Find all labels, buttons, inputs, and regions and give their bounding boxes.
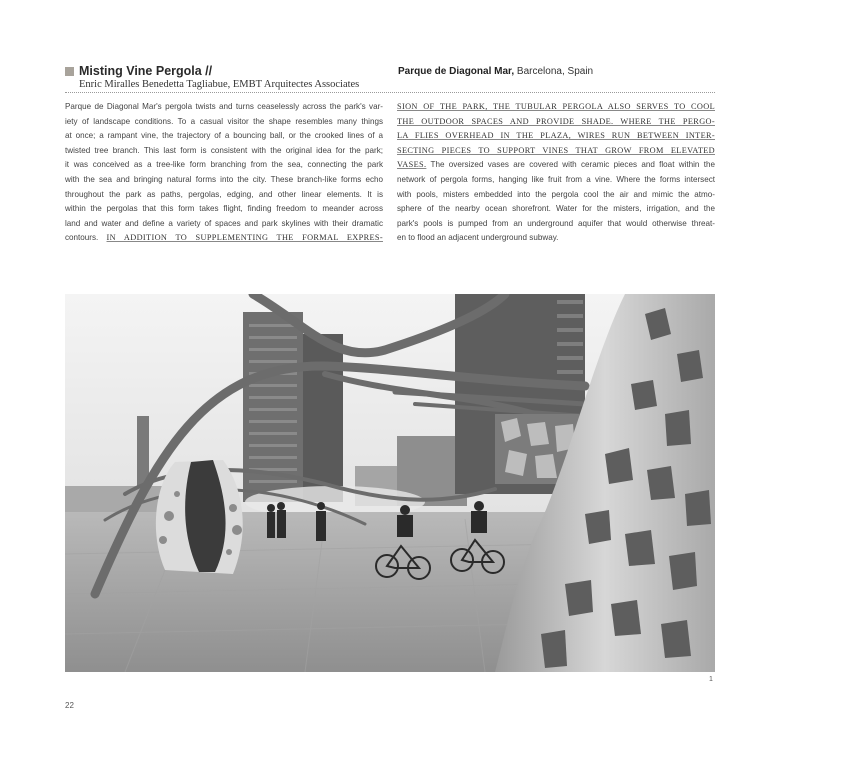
pull-quote-line: SECTING PIECES TO SUPPORT VINES THAT GROW FROM ELEVATED: [397, 145, 715, 155]
text-line: Parque de Diagonal Mar's pergola twists and turns ceaselessly across the park's var-: [65, 102, 383, 111]
text-line: at once; a rampant vine, the trajectory of a bouncing ball, or the crooked lines of a: [65, 131, 383, 141]
text-line: twisted tree branch. This last form is consistent with the original idea for the park;: [65, 145, 383, 155]
body-column-right: [397, 100, 715, 246]
page-number: 22: [65, 701, 74, 710]
text-line: park's pools is pumped from an underground aquifer that would otherwise threat-: [397, 218, 715, 228]
figure-number: 1: [709, 676, 713, 683]
pull-quote-line: SION OF THE PARK, THE TUBULAR PERGOLA ALSO SERVES TO COOL: [397, 102, 715, 111]
text-line: with the sea and bringing natural forms into the city. These branch-like forms echo: [65, 174, 383, 184]
pergola-photograph: [65, 294, 715, 672]
text-line: throughout the park as paths, pergolas, edging, and other linear elements. It is: [65, 189, 383, 199]
title-row: [65, 64, 212, 78]
text-line: en to flood an adjacent underground subway.: [397, 233, 559, 243]
pull-quote-line: THE OUTDOOR SPACES AND PROVIDE SHADE. WHERE THE PERGO-: [397, 116, 715, 126]
header-divider: [65, 92, 715, 93]
text-line: with pools, misters embedded into the pergola cool the air and mimic the atmo-: [397, 189, 715, 199]
article-title: Misting Vine Pergola //: [79, 64, 213, 78]
pull-quote-fragment: VASES.: [397, 160, 427, 170]
text-line: within the pergolas that this form takes flight, finding freedom to meander across: [65, 204, 383, 214]
text-line-mixed: [397, 158, 715, 173]
text-line: land and water and define a variety of spaces and park skylines with their dramatic: [65, 218, 383, 228]
text-fragment: The oversized vases are covered with ceramic pieces and float within the: [426, 160, 715, 170]
project-location: [398, 66, 593, 77]
text-line: it was conceived as a tree-like form branching from the sea, connecting the park: [65, 160, 383, 170]
pull-quote-fragment: IN ADDITION TO SUPPLEMENTING THE FORMAL EXPRES-: [106, 233, 383, 243]
location-city: Barcelona, Spain: [514, 66, 594, 77]
article-authors: Enric Miralles Benedetta Tagliabue, EMBT Arquitectes Associates: [79, 79, 360, 90]
text-line: iety of landscape conditions. To a casual visitor the shape resembles many things: [65, 116, 383, 126]
pull-quote-line: LA FLIES OVERHEAD IN THE PLAZA, WIRES RUN BETWEEN INTER-: [397, 131, 715, 141]
body-column-left: [65, 100, 383, 246]
text-fragment: contours.: [65, 233, 107, 243]
text-line: sphere of the nearby ocean shorefront. Water for the misters, irrigation, and the: [397, 204, 715, 214]
photo-illustration: [65, 294, 715, 672]
location-name: Parque de Diagonal Mar,: [398, 66, 515, 77]
text-line-mixed: [65, 231, 383, 246]
text-line: network of pergola forms, hanging like fruit from a vine. Where the forms intersect: [397, 174, 715, 184]
title-bullet-square: [65, 67, 74, 76]
